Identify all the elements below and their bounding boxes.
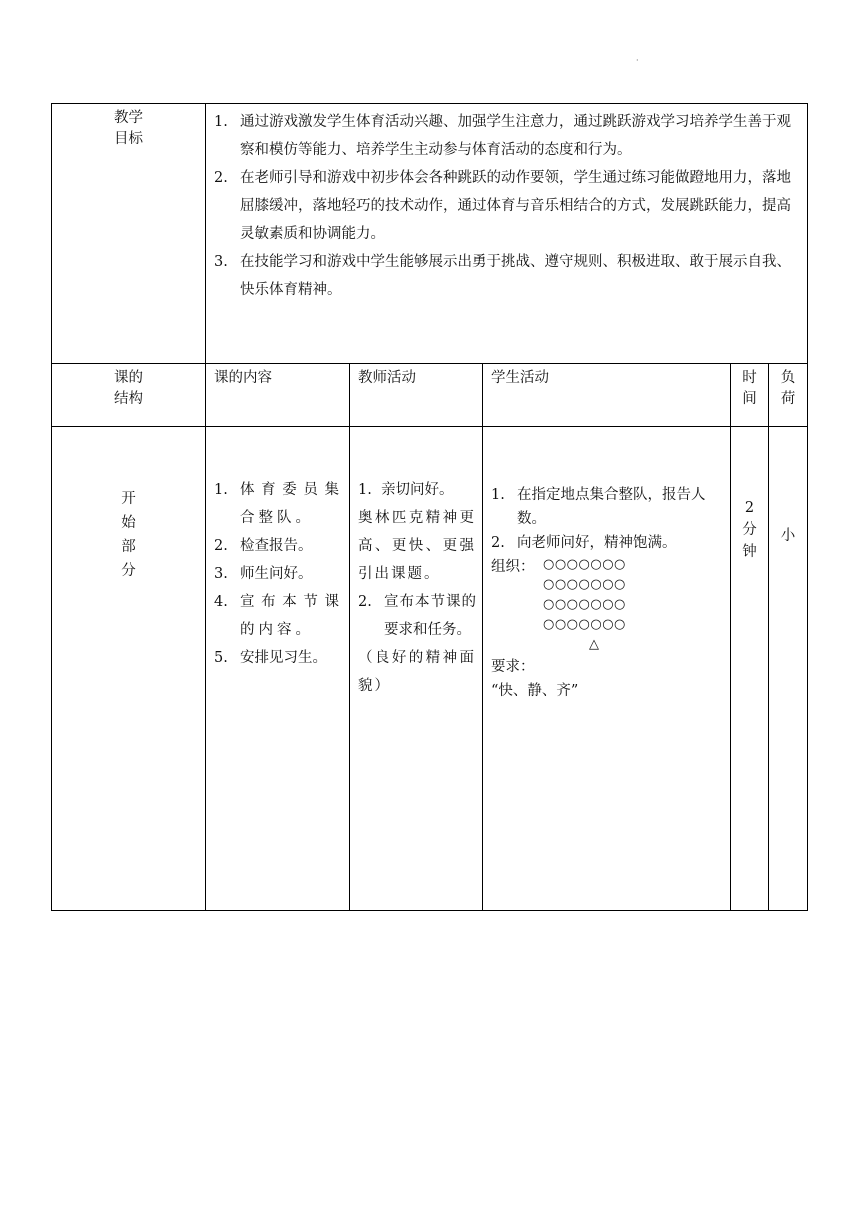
objectives-row [52, 104, 808, 364]
content-item: 1. 体育委员集合整队。 [214, 482, 343, 526]
student-activity [483, 427, 731, 911]
student-header: 学生活动 [483, 364, 731, 427]
objective-item: 3. 在技能学习和游戏中学生能够展示出勇于挑战、遵守规则、积极进取、敢于展示自我、快乐体育精神。 [214, 254, 791, 298]
formation-row: ○○○○○○○ [543, 597, 626, 612]
teacher-header: 教师活动 [350, 364, 483, 427]
teacher-activity: 1. 亲切问好。 奥林匹克精神更高、更快、更强引出课题。 2. 宣布本节课的要求和任务。 （良好的精神面貌） [350, 427, 483, 911]
content-item: 3. 师生问好。 [214, 566, 313, 582]
objective-item: 2. 在老师引导和游戏中初步体会各种跳跃的动作要领，学生通过练习能做蹬地用力，落地屈膝缓冲，落地轻巧的技术动作，通过体育与音乐相结合的方式，发展跳跃能力，提高灵敏素质和协调能力。 [214, 170, 791, 242]
opening-section-row [52, 427, 808, 911]
section-name: 开 始 部 分 [52, 427, 206, 911]
formation-row: ○○○○○○○ [543, 557, 626, 572]
structure-header: 课的 结构 [52, 364, 206, 427]
student-item: 2. 向老师问好，精神饱满。 [491, 535, 677, 551]
formation-row: ○○○○○○○ [543, 577, 626, 592]
objective-item: 1. 通过游戏激发学生体育活动兴趣、加强学生注意力，通过跳跃游戏学习培养学生善于观察和模仿等能力、培养学生主动参与体育活动的态度和行为。 [214, 114, 791, 158]
lesson-plan-table [51, 103, 808, 911]
objectives-list [206, 104, 808, 364]
content-item: 5. 安排见习生。 [214, 650, 327, 666]
formation: 组织： ○○○○○○○ ○○○○○○○ ○○○○○○○ ○○○○○○○ [491, 555, 724, 635]
formation-row: ○○○○○○○ [543, 617, 626, 632]
load-header: 负 荷 [769, 364, 808, 427]
content-item: 4. 宣布本节课的内容。 [214, 594, 343, 638]
content-item: 2. 检查报告。 [214, 538, 313, 554]
time-value: 2 分 钟 [731, 427, 769, 911]
header-row [52, 364, 808, 427]
content-header: 课的内容 [206, 364, 350, 427]
teacher-position-mark: △ [589, 637, 599, 652]
content-list [206, 427, 350, 911]
objectives-label: 教学 目标 [52, 104, 206, 364]
time-header: 时 间 [731, 364, 769, 427]
corner-mark: · [636, 56, 639, 65]
student-item: 1. 在指定地点集合整队，报告人数。 [491, 487, 706, 527]
load-value: 小 [769, 427, 808, 911]
requirement-label: 要求： [491, 659, 535, 675]
requirement: “快、静、齐” [491, 683, 579, 699]
